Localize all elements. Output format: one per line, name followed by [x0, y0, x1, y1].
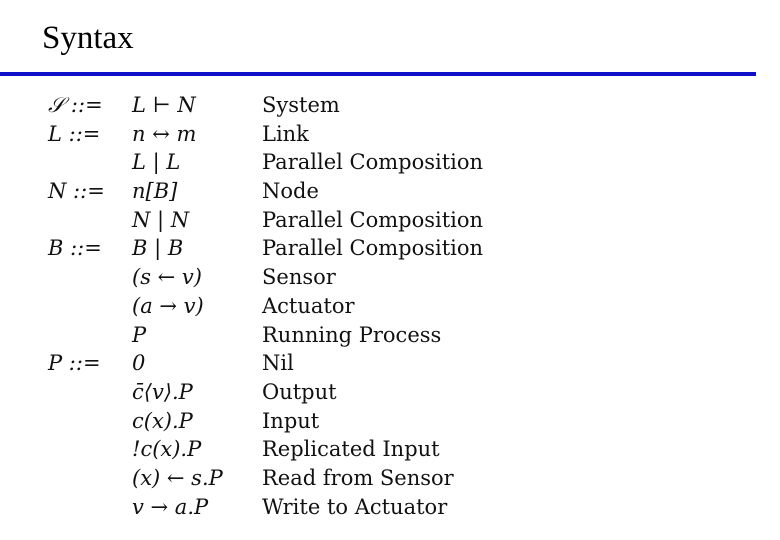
grammar-production: c(x).P — [132, 408, 193, 433]
grammar-description: System — [262, 93, 340, 117]
grammar-lhs: P ::= — [48, 351, 101, 376]
grammar-description: Read from Sensor — [262, 465, 454, 490]
grammar-description: Output — [262, 379, 337, 404]
grammar-production: n ↔ m — [132, 121, 197, 146]
grammar-description: Sensor — [262, 265, 336, 290]
grammar-lhs: L ::= — [48, 121, 101, 146]
grammar-production: !c(x).P — [132, 437, 202, 462]
grammar-lhs: N ::= — [48, 179, 105, 204]
grammar-production: L ⊢ N — [132, 93, 196, 117]
grammar-production: L | L — [132, 150, 181, 175]
grammar-description: Running Process — [262, 322, 442, 347]
grammar-description: Actuator — [262, 293, 355, 318]
grammar-description: Nil — [262, 351, 294, 376]
grammar-production: B | B — [132, 236, 184, 261]
grammar-production: v → a.P — [132, 494, 209, 519]
grammar-production: 0 — [132, 351, 146, 376]
grammar-production: (a → v) — [132, 293, 204, 318]
grammar-description: Input — [262, 408, 320, 433]
grammar-production: n[B] — [132, 179, 178, 204]
grammar-lhs: 𝒮 ::= — [48, 93, 103, 117]
grammar-description: Link — [262, 121, 309, 146]
slide-title: Syntax — [42, 20, 134, 56]
grammar-production: (x) ← s.P — [132, 465, 223, 490]
grammar-description: Parallel Composition — [262, 207, 484, 232]
grammar-production: P — [132, 322, 147, 347]
grammar-production: (s ← v) — [132, 265, 202, 290]
grammar-description: Node — [262, 179, 319, 204]
grammar-description: Parallel Composition — [262, 150, 484, 175]
grammar-description: Parallel Composition — [262, 236, 484, 261]
grammar-production: c̄⟨v⟩.P — [132, 379, 193, 404]
grammar-production: N | N — [132, 207, 190, 232]
grammar-lhs: B ::= — [48, 236, 102, 261]
grammar-description: Replicated Input — [262, 437, 440, 462]
title-divider — [0, 72, 756, 76]
grammar-description: Write to Actuator — [262, 494, 448, 519]
